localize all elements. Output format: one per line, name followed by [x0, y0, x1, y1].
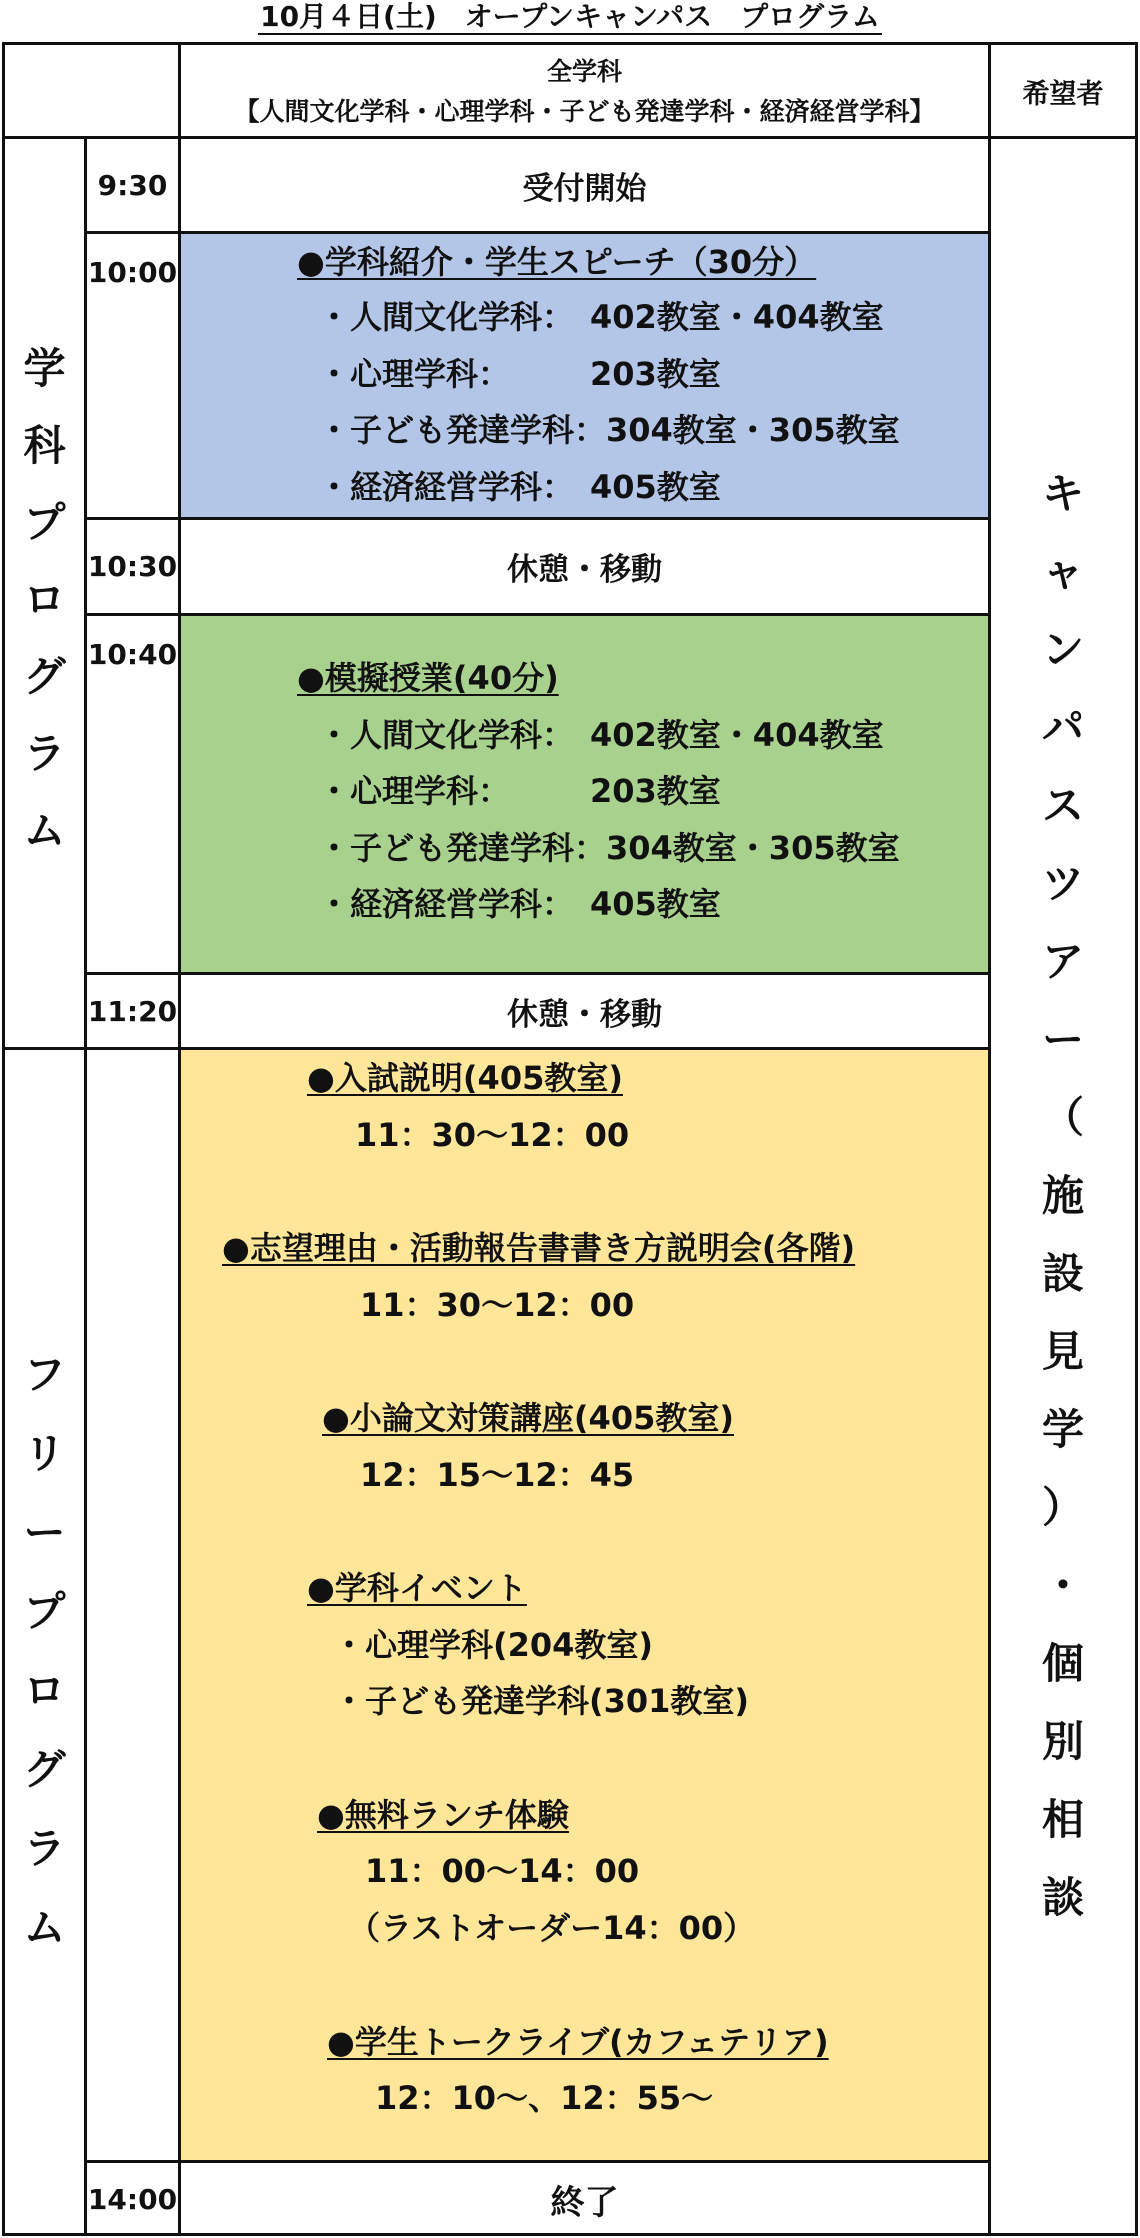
- intro-heading: ●学科紹介・学生スピーチ（30分）: [297, 243, 817, 281]
- mock-line: ・心理学科： 203教室: [318, 772, 721, 810]
- lunch-heading: ●無料ランチ体験: [317, 1796, 569, 1834]
- time-1040: 10:40: [87, 638, 178, 671]
- vertical-char: フ: [23, 1350, 66, 1399]
- time-1120: 11:20: [87, 994, 178, 1028]
- vertical-char: ロ: [23, 1666, 66, 1715]
- header-wish: 希望者: [1022, 79, 1104, 110]
- intro-line: ・子ども発達学科：304教室・305教室: [318, 411, 900, 449]
- essay-time: 12：15～12：45: [360, 1456, 635, 1494]
- vertical-char: ツ: [1041, 859, 1084, 908]
- motive-time: 11：30～12：00: [360, 1286, 635, 1324]
- intro-line: ・人間文化学科： 402教室・404教室: [318, 298, 884, 336]
- free-program-block: [181, 1050, 988, 2160]
- vertical-char: 科: [23, 421, 66, 470]
- vertical-char: パ: [1041, 703, 1084, 752]
- reception-row: 受付開始: [522, 170, 647, 207]
- vertical-char: ）: [1041, 1483, 1084, 1532]
- divider: [2, 1047, 991, 1050]
- time-0930: 9:30: [97, 168, 168, 202]
- motive-heading: ●志望理由・活動報告書書き方説明会(各階): [222, 1229, 856, 1267]
- mock-line: ・経済経営学科： 405教室: [318, 885, 721, 923]
- header-all-label: 全学科: [546, 56, 622, 86]
- free-program-label: [5, 1335, 84, 1967]
- vertical-char: 個: [1041, 1639, 1084, 1688]
- header-dept-list: 【人間文化学科・心理学科・子ども発達学科・経済経営学科】: [234, 96, 935, 126]
- campus-tour-label: [991, 455, 1135, 1937]
- break-row-2: 休憩・移動: [507, 996, 662, 1033]
- vertical-char: 施: [1041, 1171, 1084, 1220]
- event-line: ・心理学科(204教室): [333, 1626, 654, 1664]
- mock-line: ・人間文化学科： 402教室・404教室: [318, 716, 884, 754]
- vertical-char: ス: [1041, 781, 1084, 830]
- dept-program-label: [5, 330, 84, 869]
- lunch-note: （ラストオーダー14：00）: [348, 1909, 756, 1947]
- break-row-1: 休憩・移動: [507, 552, 662, 588]
- vertical-char: 設: [1041, 1249, 1084, 1298]
- vertical-char: グ: [23, 1745, 66, 1794]
- divider: [84, 613, 991, 616]
- essay-heading: ●小論文対策講座(405教室): [322, 1399, 734, 1437]
- vertical-char: ・: [1041, 1561, 1084, 1610]
- divider: [178, 42, 181, 2236]
- vertical-char: プ: [23, 498, 66, 547]
- vertical-char: ラ: [23, 729, 66, 778]
- exam-time: 11：30～12：00: [355, 1116, 630, 1154]
- vertical-char: 学: [1041, 1405, 1084, 1454]
- vertical-char: ム: [23, 1903, 66, 1952]
- vertical-char: ラ: [23, 1824, 66, 1873]
- vertical-char: （: [1041, 1093, 1084, 1142]
- lunch-time: 11：00～14：00: [365, 1852, 640, 1890]
- intro-line: ・心理学科： 203教室: [318, 355, 721, 393]
- vertical-char: ー: [23, 1508, 66, 1557]
- vertical-char: 談: [1041, 1873, 1084, 1922]
- time-1030: 10:30: [87, 550, 178, 583]
- event-heading: ●学科イベント: [307, 1569, 527, 1607]
- event-line: ・子ども発達学科(301教室): [333, 1682, 750, 1720]
- vertical-char: グ: [23, 652, 66, 701]
- vertical-char: ア: [1041, 937, 1084, 986]
- vertical-char: ン: [1041, 625, 1084, 674]
- end-row: 終了: [550, 2183, 619, 2223]
- vertical-char: ー: [1041, 1015, 1084, 1064]
- header-all-departments: [181, 45, 988, 138]
- vertical-char: リ: [23, 1429, 66, 1478]
- mock-heading: ●模擬授業(40分): [297, 659, 559, 697]
- page-title-text: 10月４日(土) オープンキャンパス プログラム: [260, 0, 880, 33]
- talk-time: 12：10～、12：55～: [375, 2079, 714, 2117]
- exam-heading: ●入試説明(405教室): [307, 1059, 623, 1097]
- vertical-char: 別: [1041, 1717, 1084, 1766]
- talk-heading: ●学生トークライブ(カフェテリア): [327, 2023, 829, 2061]
- divider: [84, 231, 991, 234]
- time-1400: 14:00: [87, 2183, 178, 2216]
- vertical-char: プ: [23, 1587, 66, 1636]
- vertical-char: 見: [1041, 1327, 1084, 1376]
- vertical-char: キ: [1041, 469, 1084, 518]
- vertical-char: ロ: [23, 575, 66, 624]
- page-title: [0, 0, 1140, 36]
- vertical-char: ャ: [1041, 547, 1084, 596]
- vertical-char: 学: [23, 344, 66, 393]
- intro-line: ・経済経営学科： 405教室: [318, 468, 721, 506]
- vertical-char: 相: [1041, 1795, 1084, 1844]
- time-1000: 10:00: [87, 256, 178, 289]
- vertical-char: ム: [23, 806, 66, 855]
- mock-line: ・子ども発達学科：304教室・305教室: [318, 829, 900, 867]
